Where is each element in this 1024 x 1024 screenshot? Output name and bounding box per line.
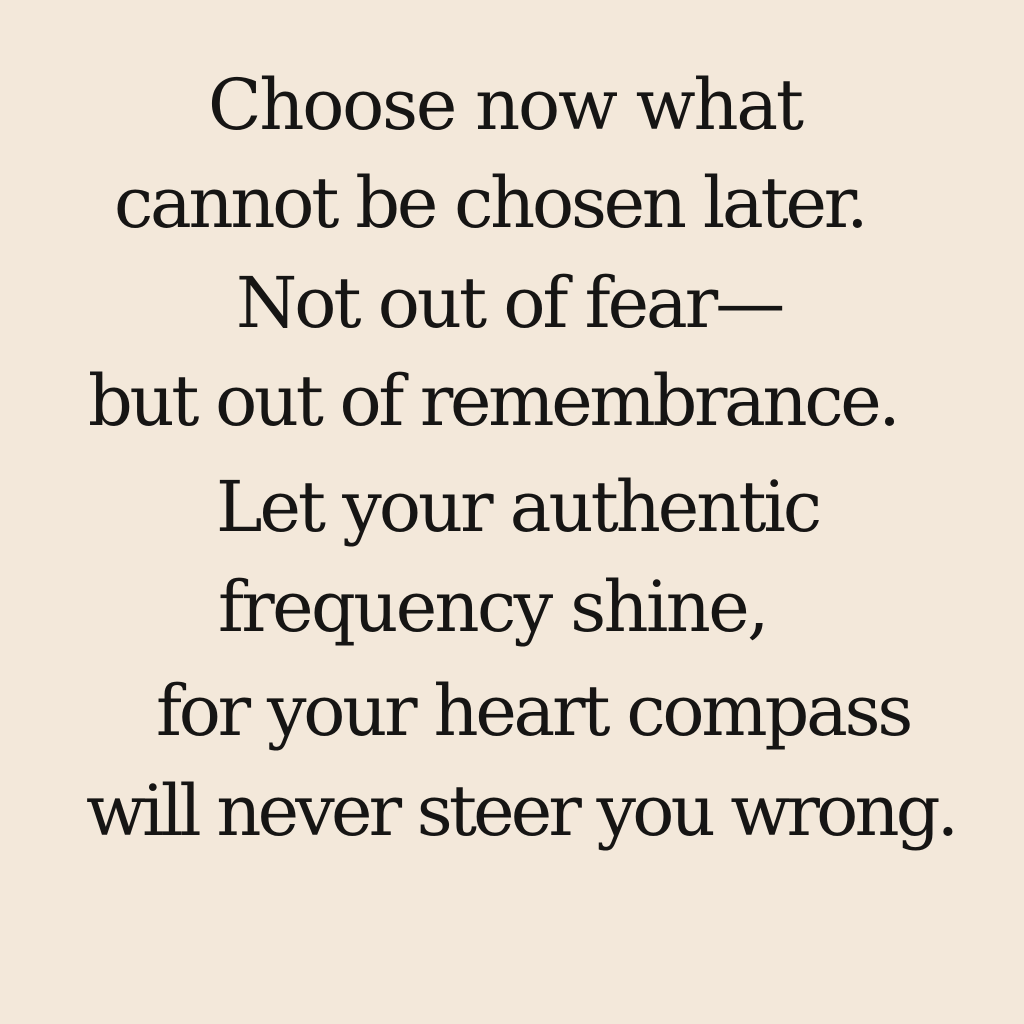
quote-line-6: frequency shine, <box>218 566 767 648</box>
quote-line-8: will never steer you wrong. <box>86 770 956 852</box>
quote-line-5: Let your authentic <box>216 466 820 548</box>
quote-line-1: Choose now what <box>208 64 802 146</box>
quote-line-7: for your heart compass <box>156 670 911 752</box>
quote-line-2: cannot be chosen later. <box>114 162 866 244</box>
quote-line-4: but out of remembrance. <box>88 360 898 442</box>
quote-line-3: Not out of fear— <box>236 262 783 344</box>
